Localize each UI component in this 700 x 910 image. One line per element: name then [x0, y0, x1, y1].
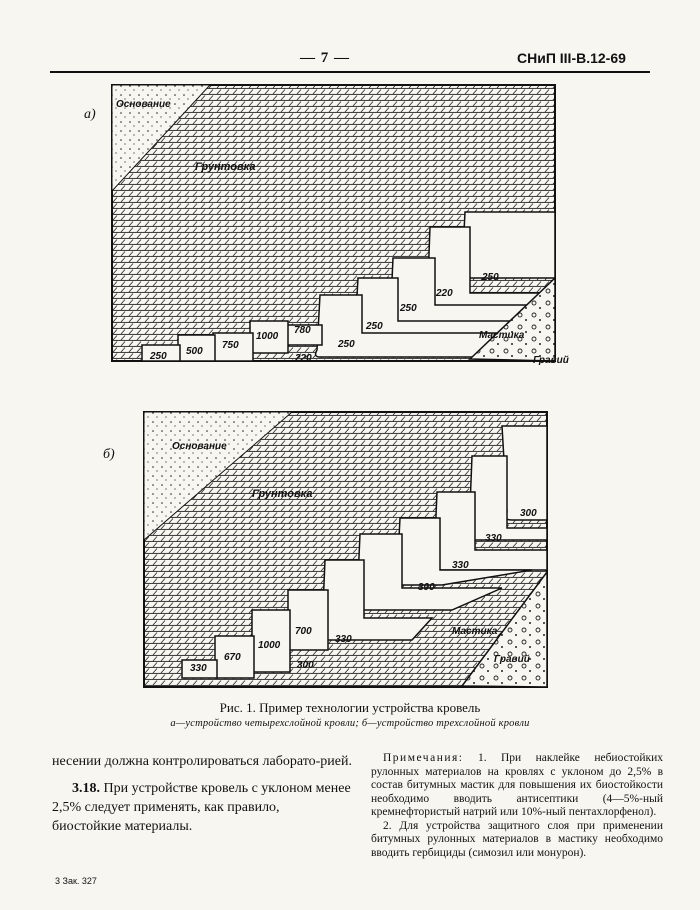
- label-primer-b: Грунтовка: [252, 488, 313, 500]
- dim-b-6: 330: [335, 634, 352, 645]
- order-mark: 3 Зак. 327: [55, 876, 97, 886]
- clause-3-18: [52, 779, 352, 836]
- dim-a-1: 250: [150, 351, 167, 362]
- dim-a-3: 750: [222, 340, 239, 351]
- notes-column: [371, 752, 663, 860]
- left-column: [52, 752, 352, 836]
- label-base-b: Основание: [172, 441, 227, 452]
- dim-a-4: 1000: [256, 331, 279, 342]
- note-1-text: 1. При наклейке небиостойких рулонных материалов на кровлях с уклоном до 2,5% в состав битумных мастик для повышения их биостойкости необходимо вводить антисептики (4—5%-ный кремнефтористый натрий или 10%-ный пентахлорфенол).: [371, 752, 663, 818]
- figure-a: [110, 83, 600, 383]
- dim-a-2: 500: [186, 346, 203, 357]
- dim-b-3: 1000: [258, 640, 281, 651]
- notes-heading: Примечания:: [383, 752, 464, 764]
- dim-b-9: 330: [485, 533, 502, 544]
- dim-b-10: 300: [520, 508, 537, 519]
- dim-a-8: 250: [366, 321, 383, 332]
- label-gravel: Гравий: [533, 355, 569, 366]
- dim-b-5: 300: [297, 660, 314, 671]
- dim-b-4: 700: [295, 626, 312, 637]
- label-gravel-b: Гравий: [494, 654, 530, 665]
- dim-a-9: 250: [400, 303, 417, 314]
- dim-b-8: 330: [452, 560, 469, 571]
- figure-caption-title: Рис. 1. Пример технологии устройства кровель: [219, 700, 481, 715]
- dim-b-1: 330: [190, 663, 207, 674]
- page-number: — 7 —: [300, 50, 350, 66]
- header-rule: [50, 71, 650, 73]
- panel-a-letter: а): [84, 107, 96, 122]
- label-mastic: Мастика: [479, 330, 525, 341]
- clause-text: При устройстве кровель с уклоном менее 2,5% следует применять, как правило, биостойкие материалы.: [52, 781, 351, 834]
- dim-b-2: 670: [224, 652, 241, 663]
- label-base: Основание: [116, 99, 171, 110]
- dim-a-11: 250: [482, 272, 499, 283]
- panel-b-letter: б): [103, 447, 115, 462]
- figure-caption-subtitle: а—устройство четырехслойной кровли; б—устройство трехслойной кровли: [170, 718, 530, 729]
- dim-a-6: 220: [295, 353, 312, 364]
- label-mastic-b: Мастика: [452, 626, 498, 637]
- note-2: 2. Для устройства защитного слоя при применении битумных рулонных материалов в мастику необходимо вводить гербициды (симозил или монурон).: [371, 819, 663, 859]
- note-1: [371, 752, 663, 820]
- label-primer: Грунтовка: [195, 161, 256, 173]
- document-code: СНиП III-В.12-69: [517, 50, 626, 66]
- dim-a-7: 250: [338, 339, 355, 350]
- continuation-paragraph: несении должна контролироваться лаборато-рией.: [52, 754, 353, 769]
- dim-b-7: 300: [418, 582, 435, 593]
- figure-b: [142, 410, 562, 690]
- dim-a-10: 220: [436, 288, 453, 299]
- clause-number: 3.18.: [72, 781, 100, 796]
- dim-a-5: 780: [294, 325, 311, 336]
